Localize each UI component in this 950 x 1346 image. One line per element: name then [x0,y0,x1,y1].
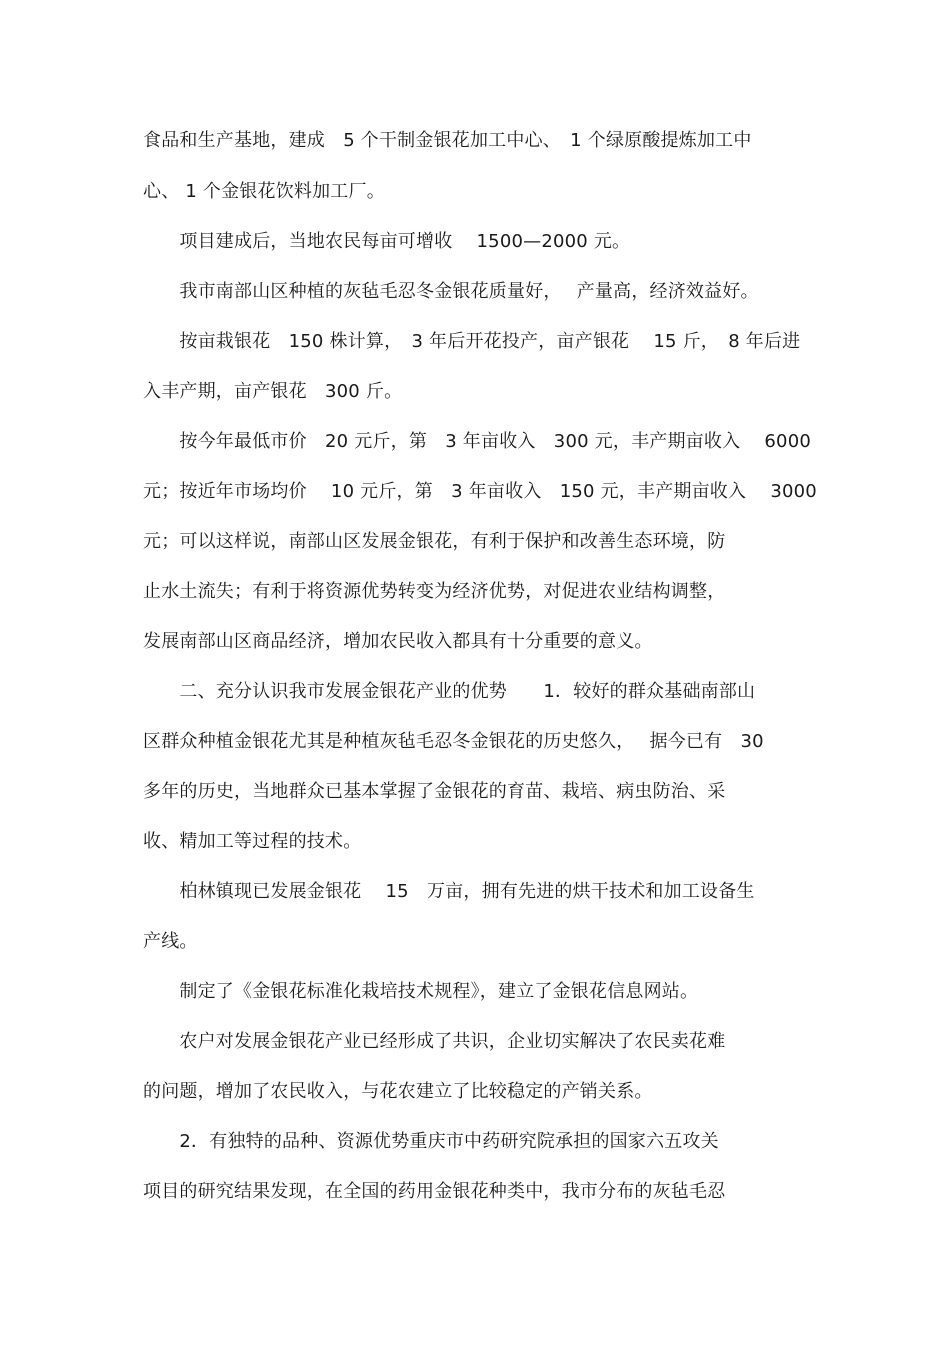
text-line: 农户对发展金银花产业已经形成了共识，企业切实解决了农民卖花难 [143,1031,726,1052]
text-line: 按亩栽银花 150 株计算， 3 年后开花投产，亩产银花 15 斤， 8 年后进 [143,331,801,352]
text-line: 食品和生产基地，建成 5 个干制金银花加工中心、 1 个绿原酸提炼加工中 [143,130,752,151]
text-line: 多年的历史，当地群众已基本掌握了金银花的育苗、栽培、病虫防治、采 [143,781,726,802]
text-line: 按今年最低市价 20 元斤，第 3 年亩收入 300 元，丰产期亩收入 6000 [143,431,812,452]
text-line: 产线。 [143,931,198,952]
text-line: 发展南部山区商品经济，增加农民收入都具有十分重要的意义。 [143,631,653,652]
text-line: 2．有独特的品种、资源优势重庆市中药研究院承担的国家六五攻关 [143,1131,719,1152]
text-line: 区群众种植金银花尤其是种植灰毡毛忍冬金银花的历史悠久， 据今已有 30 [143,731,764,752]
text-line: 项目的研究结果发现，在全国的药用金银花种类中，我市分布的灰毡毛忍 [143,1181,726,1202]
section-heading-line: 二、充分认识我市发展金银花产业的优势 1．较好的群众基础南部山 [143,681,756,702]
text-line: 元；按近年市场均价 10 元斤，第 3 年亩收入 150 元，丰产期亩收入 3000 [143,481,817,502]
text-line: 收、精加工等过程的技术。 [143,831,362,852]
text-line: 入丰产期，亩产银花 300 斤。 [143,381,403,402]
text-line: 的问题，增加了农民收入，与花农建立了比较稳定的产销关系。 [143,1081,653,1102]
text-line: 制定了《金银花标准化栽培技术规程》，建立了金银花信息网站。 [143,981,699,1002]
text-line: 元；可以这样说，南部山区发展金银花，有利于保护和改善生态环境，防 [143,531,726,552]
text-line: 柏林镇现已发展金银花 15 万亩，拥有先进的烘干技术和加工设备生 [143,881,755,902]
text-line: 心、 1 个金银花饮料加工厂。 [143,181,385,202]
text-line: 止水土流失；有利于将资源优势转变为经济优势，对促进农业结构调整， [143,581,726,602]
text-line: 项目建成后，当地农民每亩可增收 1500—2000 元。 [143,231,631,252]
text-line: 我市南部山区种植的灰毡毛忍冬金银花质量好， 产量高，经济效益好。 [143,281,759,302]
